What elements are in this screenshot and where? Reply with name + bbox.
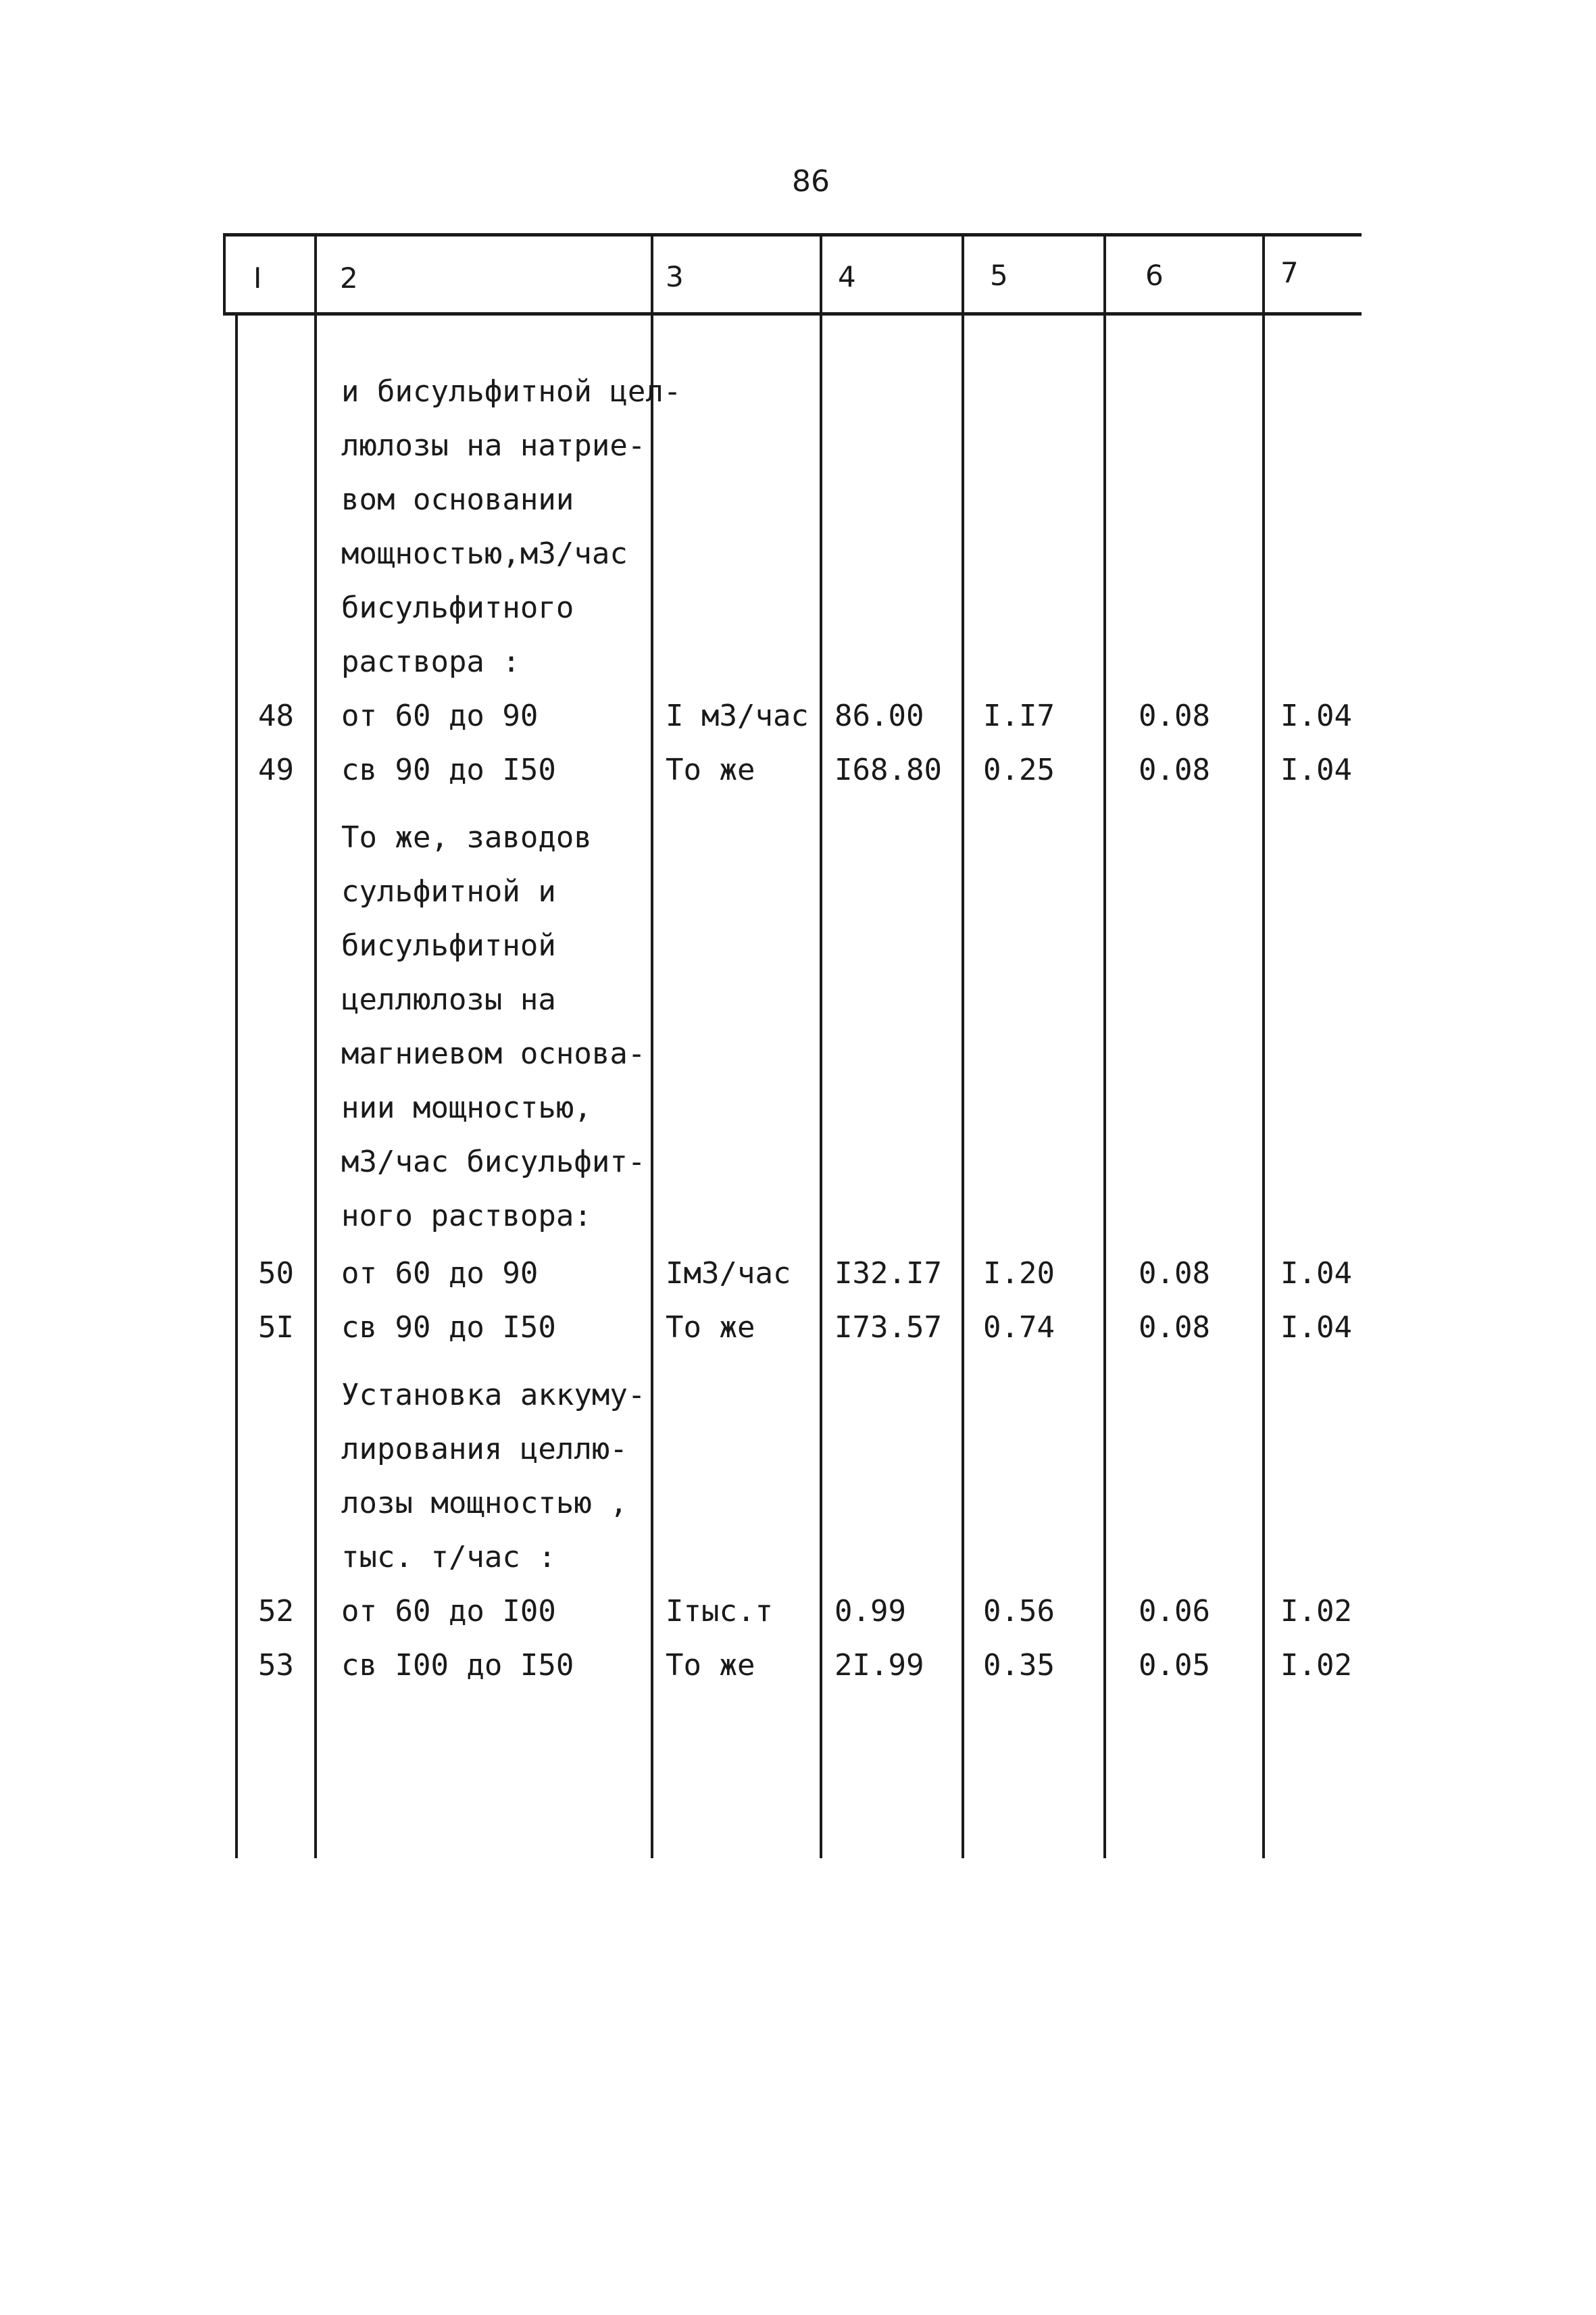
row-name: от 60 до I00 — [341, 1594, 556, 1628]
column-divider-7 — [1262, 233, 1265, 1858]
row-col-4: 2I.99 — [834, 1648, 924, 1683]
row-col-4: I32.I7 — [834, 1256, 942, 1291]
description-line: лозы мощностью , — [341, 1486, 628, 1520]
description-line: и бисульфитной цел- — [341, 374, 682, 409]
header-col-1: I — [253, 262, 262, 295]
description-line: бисульфитной — [341, 928, 556, 963]
row-col-6: 0.08 — [1139, 753, 1210, 787]
description-line: нии мощностью, — [341, 1091, 592, 1125]
row-name: св 90 до I50 — [341, 753, 556, 787]
header-col-6: 6 — [1145, 259, 1164, 292]
row-col-6: 0.08 — [1139, 1256, 1210, 1291]
row-col-5: I.20 — [983, 1256, 1055, 1291]
table-left-border — [223, 233, 226, 314]
page-number: 86 — [792, 164, 830, 199]
description-line: Установка аккуму- — [341, 1378, 646, 1412]
description-line: мощностью,м3/час — [341, 537, 628, 571]
row-col-6: 0.08 — [1139, 699, 1210, 733]
row-col-5: I.I7 — [983, 699, 1055, 733]
description-line: вом основании — [341, 482, 574, 517]
row-unit: Iтыс.т — [666, 1594, 773, 1628]
row-col-4: 0.99 — [834, 1594, 906, 1628]
row-col-7: I.04 — [1280, 1310, 1352, 1345]
row-col-7: I.02 — [1280, 1594, 1352, 1628]
description-line: магниевом основа- — [341, 1037, 646, 1071]
row-col-4: I73.57 — [834, 1310, 942, 1345]
row-number: 52 — [258, 1594, 294, 1628]
row-col-5: 0.35 — [983, 1648, 1055, 1683]
row-col-6: 0.05 — [1139, 1648, 1210, 1683]
column-divider-4 — [820, 233, 822, 1858]
description-line: ного раствора: — [341, 1199, 592, 1233]
row-col-5: 0.74 — [983, 1310, 1055, 1345]
row-name: св 90 до I50 — [341, 1310, 556, 1345]
row-number: 48 — [258, 699, 294, 733]
row-name: св I00 до I50 — [341, 1648, 574, 1683]
row-col-5: 0.25 — [983, 753, 1055, 787]
row-col-5: 0.56 — [983, 1594, 1055, 1628]
header-col-7: 7 — [1280, 256, 1299, 289]
description-line: тыс. т/час : — [341, 1540, 556, 1574]
row-number: 5I — [258, 1310, 294, 1345]
header-col-5: 5 — [990, 259, 1008, 292]
header-col-3: 3 — [666, 260, 684, 293]
row-unit: I м3/час — [666, 699, 809, 733]
row-name: от 60 до 90 — [341, 1256, 539, 1291]
row-unit: То же — [666, 1310, 755, 1345]
row-col-6: 0.08 — [1139, 1310, 1210, 1345]
description-line: м3/час бисульфит- — [341, 1145, 646, 1179]
column-divider-3 — [651, 233, 653, 1858]
column-divider-2 — [314, 233, 317, 1858]
row-col-4: I68.80 — [834, 753, 942, 787]
row-unit: Iм3/час — [666, 1256, 791, 1291]
description-line: раствора : — [341, 645, 520, 679]
header-col-2: 2 — [340, 262, 358, 295]
row-unit: То же — [666, 753, 755, 787]
description-line: целлюлозы на — [341, 982, 556, 1017]
row-number: 53 — [258, 1648, 294, 1683]
column-divider-5 — [962, 233, 964, 1858]
description-line: люлозы на натрие- — [341, 428, 646, 463]
description-line: сульфитной и — [341, 874, 556, 909]
column-divider-6 — [1103, 233, 1106, 1858]
row-name: от 60 до 90 — [341, 699, 539, 733]
description-line: лирования целлю- — [341, 1432, 628, 1466]
row-number: 50 — [258, 1256, 294, 1291]
row-col-7: I.04 — [1280, 1256, 1352, 1291]
description-line: бисульфитного — [341, 591, 574, 625]
row-number: 49 — [258, 753, 294, 787]
table-header-bottom-border — [223, 312, 1362, 316]
row-col-7: I.02 — [1280, 1648, 1352, 1683]
row-col-7: I.04 — [1280, 753, 1352, 787]
header-col-4: 4 — [838, 260, 856, 293]
row-unit: То же — [666, 1648, 755, 1683]
description-line: То же, заводов — [341, 820, 592, 855]
row-col-6: 0.06 — [1139, 1594, 1210, 1628]
row-col-4: 86.00 — [834, 699, 924, 733]
table-top-border — [223, 233, 1362, 237]
row-col-7: I.04 — [1280, 699, 1352, 733]
